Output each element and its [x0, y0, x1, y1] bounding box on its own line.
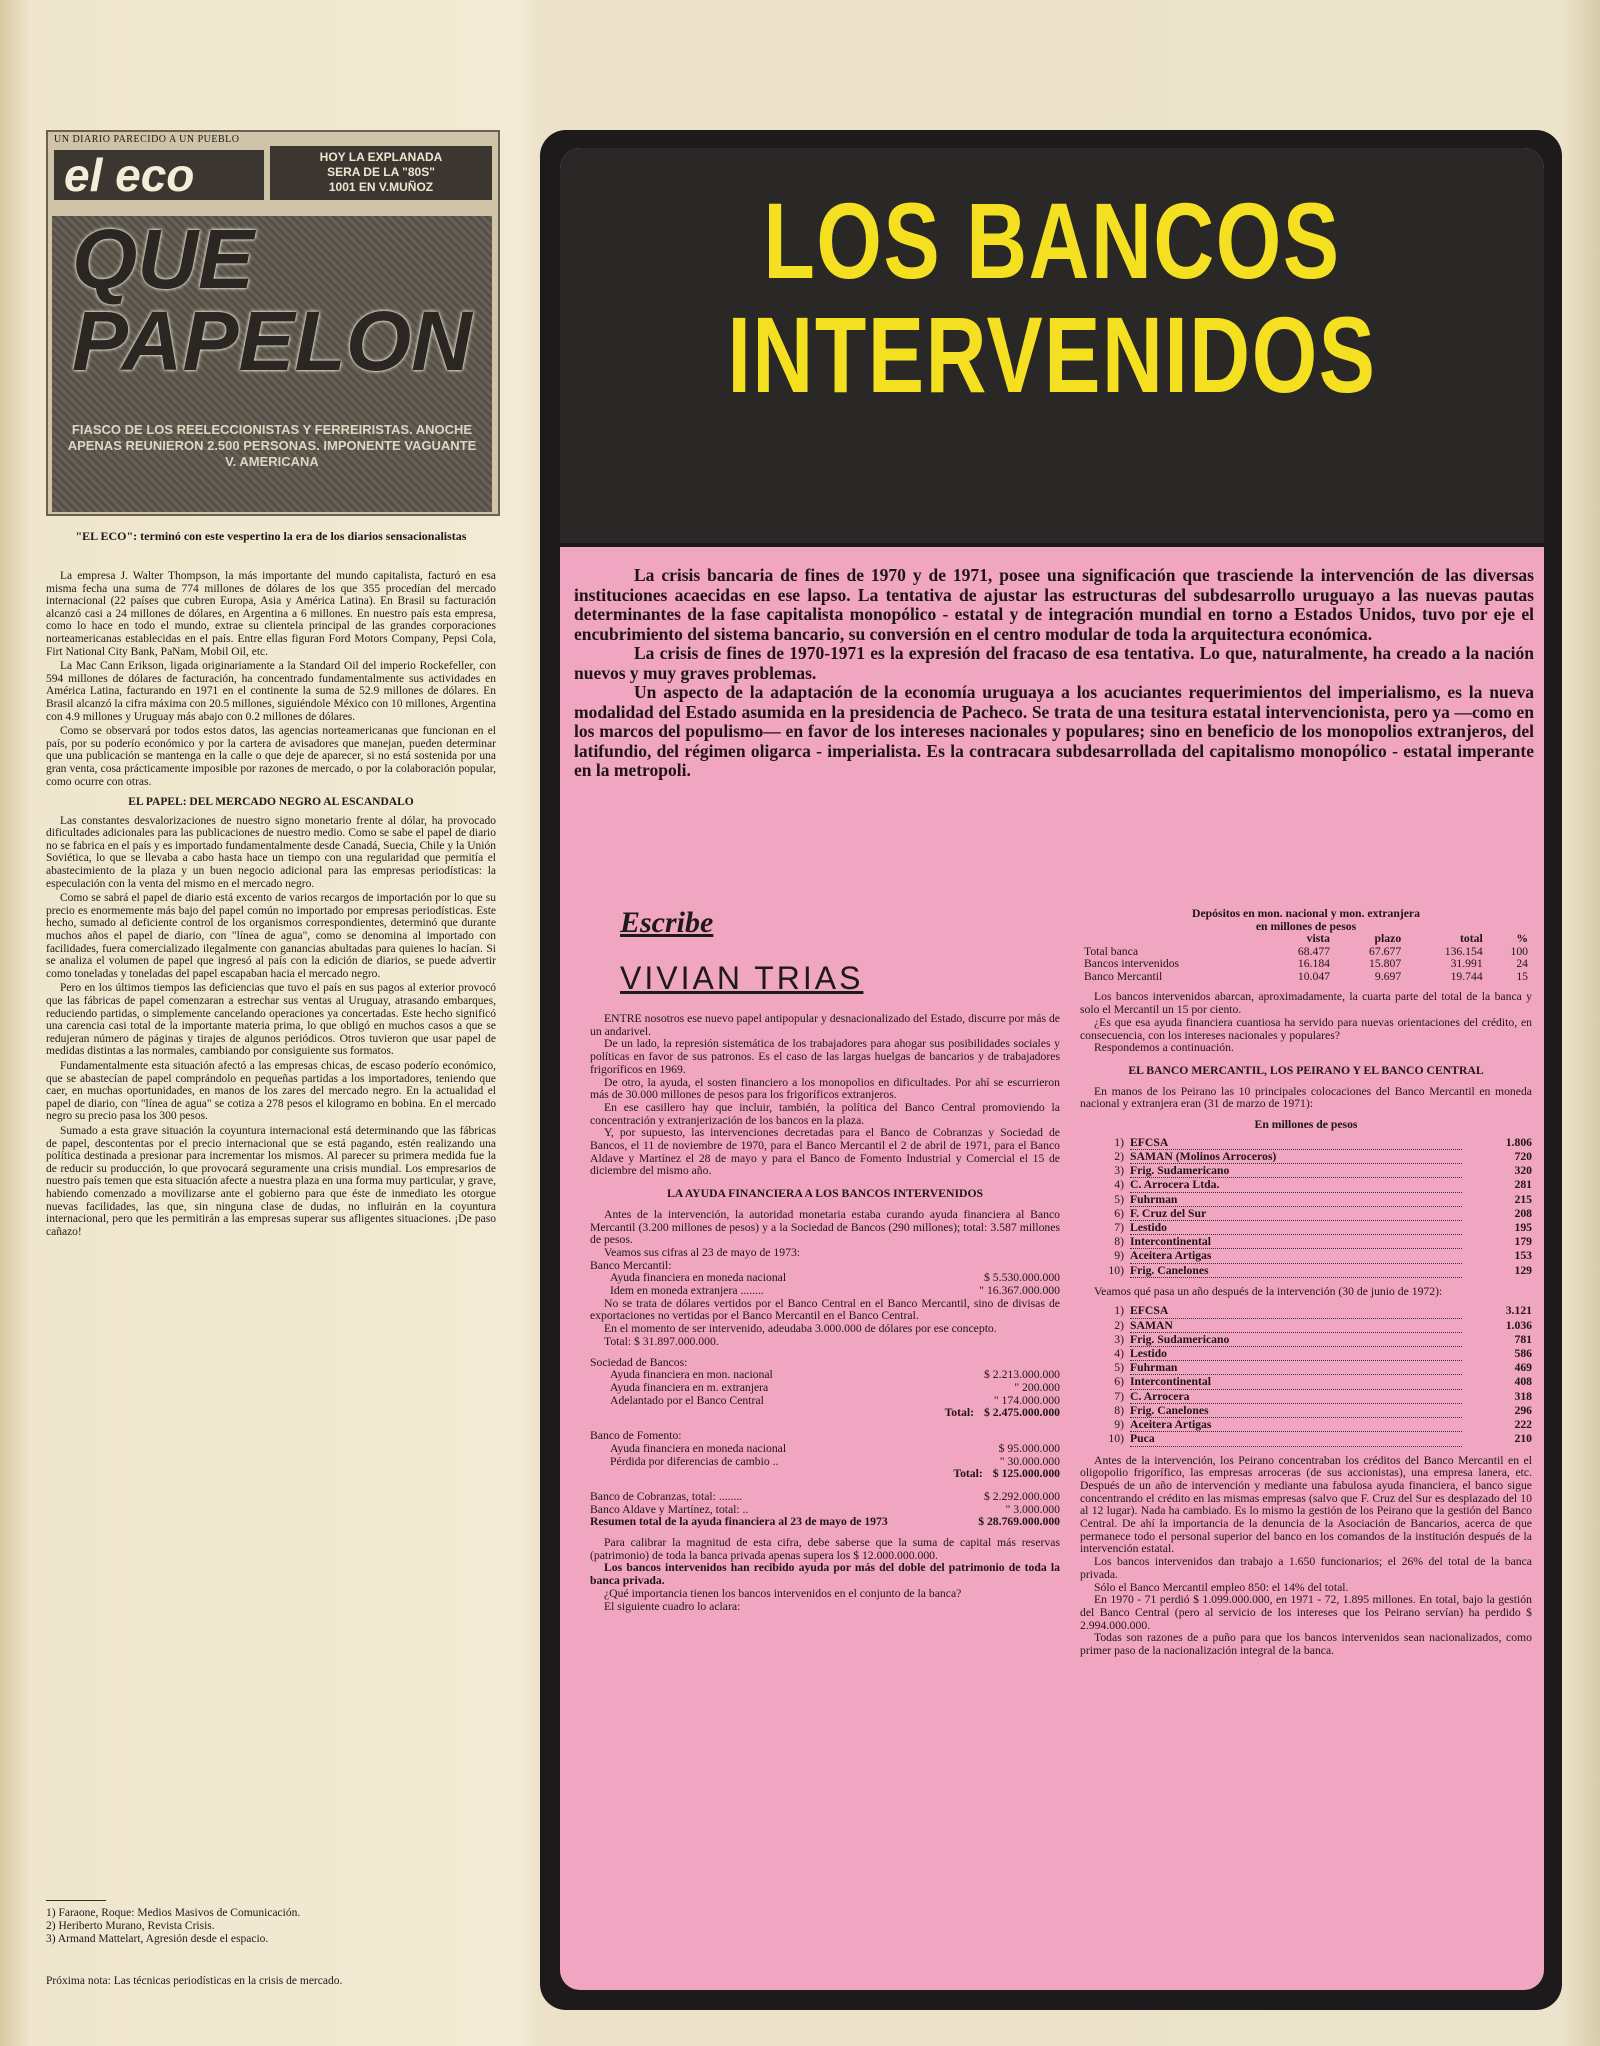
front-page-logo: el eco: [54, 150, 264, 200]
article-column-left: [590, 1013, 1060, 1613]
rank-value: 1.806: [1505, 1135, 1532, 1149]
list-item: [1080, 1193, 1532, 1207]
rank-value: 281: [1514, 1178, 1532, 1192]
total-value: $ 125.000.000: [992, 1467, 1060, 1481]
mercantil-total: Total: $ 31.897.000.000.: [604, 1334, 719, 1348]
paragraph: En ese casillero hay que incluir, también, la política del Banco Central promoviendo la concentración y extranjerización de los bancos en la plaza.: [590, 1100, 1060, 1127]
footnotes: [46, 1900, 496, 1946]
figure-label: Ayuda financiera en mon. nacional: [610, 1368, 773, 1382]
paragraph: La empresa J. Walter Thompson, la más importante del mundo capitalista, facturó en esa misma fecha una suma de 774 millones de dólares de los que 355 procedían del mercado internacional (22 países que cubren Europa, Asia y América Latina). En Brasil su facturación alcanzó casi a 24 millones de dólares, en Argentina a 6 millones. En nuestro país esta empresa, como lo hace en todo el mundo, extrae su clientela principal de las grandes corporaciones norteamericanas establecidas en el país. Entre ellas figuran Ford Motors Company, Pepsi Cola, Firt National City Bank, PaNam, Mobil Oil, etc.: [46, 570, 496, 658]
deposits-table: [1080, 933, 1532, 983]
list-item: [1080, 1404, 1532, 1418]
figure-value: " 200.000: [1014, 1380, 1060, 1394]
list-item: [1080, 1390, 1532, 1404]
figure-label: Adelantado por el Banco Central: [610, 1393, 764, 1407]
table-cell: 24: [1516, 957, 1528, 971]
list-item: [1080, 1432, 1532, 1446]
article-frame: [540, 130, 1562, 2010]
figure-label: Banco de Cobranzas, total: ........: [590, 1489, 743, 1503]
sociedad-label: Sociedad de Bancos:: [590, 1355, 688, 1369]
rank-value: 153: [1514, 1249, 1532, 1263]
table-header: plazo: [1374, 932, 1402, 946]
rank-value: 720: [1514, 1149, 1532, 1163]
section-subhead: EL BANCO MERCANTIL, LOS PEIRANO Y EL BANCO CENTRAL: [1128, 1063, 1484, 1077]
front-page-headline-line: PAPELON: [72, 294, 472, 388]
left-article-body: [46, 570, 496, 1240]
table-header: total: [1459, 932, 1483, 946]
table-cell: 68.477: [1297, 944, 1330, 958]
figure-label: Banco Aldave y Martínez, total: ..: [590, 1502, 749, 1516]
rank-value: 179: [1514, 1235, 1532, 1249]
rank-number: 4): [1114, 1178, 1124, 1192]
rank-number: 5): [1114, 1192, 1124, 1206]
rank-number: 2): [1114, 1149, 1124, 1163]
list-item: [1080, 1207, 1532, 1221]
paragraph: No se trata de dólares vertidos por el Banco Central en el Banco Mercantil, sino de divisas de exportaciones no vertidas por el Banco Mercantil en el Banco Central.: [590, 1296, 1060, 1323]
list-item: [1080, 1221, 1532, 1235]
figure-value: $ 95.000.000: [998, 1441, 1060, 1455]
byline-author: VIVIAN TRIAS: [620, 960, 864, 996]
paragraph: Veamos sus cifras al 23 de mayo de 1973:: [604, 1245, 801, 1259]
front-page-box-line: SERA DE LA "80S": [327, 165, 435, 179]
lead-paragraph: La crisis bancaria de fines de 1970 y de 1971, posee una significación que trasciende la intervención de las diversas instituciones acaecidas en ese lapso. La tentativa de ajustar las estructuras del subdesarrollo uruguayo a las nuevas pautas determinantes de la fase capitalista monopólico - estatal y de integración mundial en torno a Estados Unidos, tuvo por eje el encubrimiento del sistema bancario, su conversión en el centro modular de toda la arquitectura económica.: [574, 565, 1534, 644]
table-cell: 15: [1516, 969, 1528, 983]
front-page-reproduction: [46, 130, 500, 516]
list-item: [1080, 1347, 1532, 1361]
rank-name: Frig. Sudamericano: [1130, 1164, 1462, 1178]
paragraph: Todas son razones de a puño para que los bancos intervenidos sean nacionalizados, como primer paso de la nacionalización integral de la banca.: [1080, 1631, 1532, 1658]
rank-number: 6): [1114, 1206, 1124, 1220]
list-item: [1080, 1150, 1532, 1164]
paragraph: Sumado a esta grave situación la coyuntura internacional está determinando que las fábricas de papel, descontentas por el precio internacional que se está pagando, estén realizando una política destinada a presionar para incrementar los mismos. Al parecer su primera medida fue la de reducir su producción, lo que provocará seguramente una crisis mundial. Los empresarios de nuestro país temen que esta situación afecte a nuestra plaza en una forma muy particular, y grave, habiendo comenzado a movilizarse ante el gobierno para que éste de inmediato les otorgue nuevas facilidades, las que, sin ninguna clase de dudas, no influirán en la coyuntura internacional, pero que les permitirán a las empresas superar sus afligentes situaciones. ¡De paso cañazo!: [46, 1124, 496, 1238]
rank-name: C. Arrocera Ltda.: [1130, 1178, 1462, 1192]
article-column-right: [1080, 908, 1532, 1658]
figure-label: Ayuda financiera en moneda nacional: [610, 1271, 787, 1285]
list-item: [1080, 1249, 1532, 1263]
rank-number: 3): [1114, 1164, 1124, 1178]
article-panel: [560, 148, 1544, 1990]
table-cell: 100: [1510, 944, 1528, 958]
footnote-divider: [46, 1900, 106, 1901]
footnote: 2) Heriberto Murano, Revista Crisis.: [46, 1920, 215, 1932]
rank-name: EFCSA: [1130, 1304, 1462, 1318]
figure-row: [590, 1491, 1060, 1504]
figure-row: [590, 1285, 1060, 1298]
rank-number: 9): [1114, 1418, 1124, 1432]
list-item: [1080, 1361, 1532, 1375]
rank-name: Aceitera Artigas: [1130, 1249, 1462, 1263]
list-item: [1080, 1164, 1532, 1178]
paragraph: ¿Qué importancia tienen los bancos intervenidos en el conjunto de la banca?: [604, 1586, 962, 1600]
rank-number: 5): [1114, 1361, 1124, 1375]
table-row: [1080, 971, 1532, 984]
table-cell: 9.697: [1374, 969, 1402, 983]
figure-value: $ 2.292.000.000: [984, 1489, 1060, 1503]
paragraph: Y, por supuesto, las intervenciones decretadas para el Banco de Cobranzas y Sociedad de Bancos, el 11 de noviembre de 1970, para el Banco Mercantil el 2 de abril de 1971, para el Banco Aldave y Martínez el 28 de mayo y para el Banco de Fomento Industrial y Comercial el 15 de diciembre del mismo año.: [590, 1126, 1060, 1178]
paragraph: Los bancos intervenidos han recibido ayuda por más del doble del patrimonio de toda la banca privada.: [590, 1561, 1060, 1588]
front-page-headline: [72, 212, 472, 388]
rank-name: Intercontinental: [1130, 1375, 1462, 1389]
rank-name: Frig. Canelones: [1130, 1264, 1462, 1278]
byline-label: Escribe: [620, 906, 714, 939]
total-value: $ 2.475.000.000: [984, 1406, 1060, 1420]
paragraph: ¿Es que esa ayuda financiera cuantiosa ha servido para nuevas orientaciones del crédito, en consecuencia, con los intereses nacionales y populares?: [1080, 1015, 1532, 1042]
list-item: [1080, 1319, 1532, 1333]
rank-number: 4): [1114, 1347, 1124, 1361]
ranking-1972: [1080, 1304, 1532, 1446]
list-item: [1080, 1264, 1532, 1278]
rank-name: Aceitera Artigas: [1130, 1418, 1462, 1432]
figure-label: Resumen total de la ayuda financiera al 23 de mayo de 1973: [590, 1515, 888, 1529]
list-item: [1080, 1235, 1532, 1249]
rank-name: Puca: [1130, 1432, 1462, 1446]
left-column: [34, 130, 504, 2030]
list-item: [1080, 1178, 1532, 1192]
total-row: [590, 1407, 1060, 1420]
rank-value: 320: [1514, 1164, 1532, 1178]
rank-value: 3.121: [1505, 1304, 1532, 1318]
rank-number: 7): [1114, 1389, 1124, 1403]
rank-name: C. Arrocera: [1130, 1390, 1462, 1404]
rank-name: Fuhrman: [1130, 1361, 1462, 1375]
figure-row: [590, 1456, 1060, 1469]
rank-name: SAMAN (Molinos Arroceros): [1130, 1150, 1462, 1164]
total-row: [590, 1468, 1060, 1481]
ranking-1971: [1080, 1136, 1532, 1278]
figure-value: " 16.367.000.000: [979, 1284, 1060, 1298]
rank-value: 222: [1514, 1418, 1532, 1432]
ranking-title: En millones de pesos: [1254, 1118, 1358, 1132]
rank-name: Intercontinental: [1130, 1235, 1462, 1249]
front-page-tagline: UN DIARIO PARECIDO A UN PUEBLO: [54, 134, 240, 145]
front-page-headline-line: QUE: [72, 212, 255, 306]
list-item: [1080, 1333, 1532, 1347]
list-item: [1080, 1304, 1532, 1318]
figure-label: Ayuda financiera en moneda nacional: [610, 1441, 787, 1455]
article-title: [668, 180, 1436, 415]
table-cell: 67.677: [1369, 944, 1402, 958]
table-header: vista: [1306, 932, 1330, 946]
paragraph: Respondemos a continuación.: [1094, 1041, 1234, 1055]
article-lead: [574, 566, 1534, 781]
front-page-box: [270, 146, 492, 200]
table-cell: Banco Mercantil: [1084, 969, 1163, 983]
front-page-box-line: 1001 EN V.MUÑOZ: [328, 180, 434, 194]
figure-label: Idem en moneda extranjera ........: [610, 1284, 764, 1298]
rank-name: Lestido: [1130, 1221, 1462, 1235]
fomento-label: Banco de Fomento:: [590, 1429, 682, 1443]
list-item: [1080, 1375, 1532, 1389]
paragraph: En manos de los Peirano las 10 principales colocaciones del Banco Mercantil en moneda nacional y extranjera eran (31 de marzo de 1971):: [1080, 1084, 1532, 1111]
rank-value: 215: [1514, 1192, 1532, 1206]
figure-value: " 174.000.000: [993, 1393, 1060, 1407]
rank-name: SAMAN: [1130, 1319, 1462, 1333]
rank-value: 296: [1514, 1403, 1532, 1417]
table-cell: 15.807: [1369, 957, 1402, 971]
rank-name: EFCSA: [1130, 1136, 1462, 1150]
table-header: %: [1516, 932, 1528, 946]
paragraph: ENTRE nosotros ese nuevo papel antipopular y desnacionalizado del Estado, discurre por más de un andarivel.: [590, 1012, 1060, 1038]
mercantil-label: Banco Mercantil:: [590, 1258, 672, 1272]
rank-value: 318: [1514, 1389, 1532, 1403]
paragraph: La Mac Cann Erikson, ligada originariamente a la Standard Oil del imperio Rockefeller, con 594 millones de dólares de facturación, ha concentrado fundamentalmente sus actividades en América Latina, facturando en 1971 en el continente la suma de 52.9 millones de dólares. En Brasil alcanzó la cifra máxima con 20.5 millones, siguiéndole México con 10 millones, Argentina con 4.9 millones y Uruguay más abajo con 0.2 millones de dólares.: [46, 660, 496, 723]
figure-row: [590, 1443, 1060, 1456]
table-cell: Total banca: [1084, 944, 1139, 958]
rank-name: Frig. Canelones: [1130, 1404, 1462, 1418]
lead-paragraph: Un aspecto de la adaptación de la economía uruguaya a los acuciantes requerimientos del imperialismo, es la nueva modalidad del Estado asumida en la presidencia de Pacheco. Se trata de una tesitura estatal intervencionista, pero ya —como en los marcos del populismo— en favor de los intereses nacionales y populares; sino en beneficio de los monopolios extranjeros, del latifundio, del régimen oligarca - imperialista. Es la contracara subdesarrollada del capitalismo monopólico - estatal imperante en la metropoli.: [574, 682, 1534, 780]
title-banner: [560, 148, 1544, 547]
rank-number: 3): [1114, 1332, 1124, 1346]
section-subhead: LA AYUDA FINANCIERA A LOS BANCOS INTERVENIDOS: [666, 1187, 984, 1201]
title-line: INTERVENIDOS: [727, 294, 1377, 415]
rank-value: 129: [1514, 1263, 1532, 1277]
front-page-box-line: HOY LA EXPLANADA: [319, 150, 443, 164]
paragraph: Veamos qué pasa un año después de la intervención (30 de junio de 1972):: [1094, 1284, 1443, 1298]
paragraph: Fundamentalmente esta situación afectó a las empresas chicas, de escaso poderío económico, que se abastecían de papel comprándolo en pequeñas partidas a los importadores, teniendo que caer, en muchas oportunidades, en manos de los zares del mercado negro. En la actualidad el papel de diario, con "línea de agua" se cotiza a 278 pesos el kilogramo en bobina. En el mercado negro su precio pasa los 300 pesos.: [46, 1059, 496, 1123]
rank-number: 2): [1114, 1318, 1124, 1332]
paragraph: Antes de la intervención, la autoridad monetaria estaba curando ayuda financiera al Banco Mercantil (3.200 millones de pesos) y a la Sociedad de Bancos (290 millones); total: 3.587 millones de pesos.: [590, 1207, 1060, 1247]
paragraph: Como se observará por todos estos datos, las agencias norteamericanas que funcionan en el país, por su poderío económico y por la cartera de avisadores que manejan, pueden determinar que una publicación se mantenga en la calle o que deje de aparecer, si no está sostenida por una gran venta, cosa prácticamente imposible por razones de mercado, o por la colaboración popular, como ocurre con otras.: [46, 725, 496, 788]
front-page-caption: "EL ECO": terminó con este vespertino la era de los diarios sensacionalistas: [75, 529, 467, 543]
table-cell: 19.744: [1450, 969, 1483, 983]
rank-value: 195: [1514, 1220, 1532, 1234]
rank-name: Lestido: [1130, 1347, 1462, 1361]
total-label: Total:: [944, 1406, 975, 1420]
rank-value: 586: [1514, 1347, 1532, 1361]
lead-paragraph: La crisis de fines de 1970-1971 es la expresión del fracaso de esa tentativa. Lo que, naturalmente, ha creado a la nación nuevos y muy graves problemas.: [574, 643, 1534, 683]
next-note: Próxima nota: Las técnicas periodísticas en la crisis de mercado.: [46, 1975, 343, 1987]
table-cell: 10.047: [1297, 969, 1330, 983]
figure-row: [590, 1516, 1060, 1529]
paragraph: Sólo el Banco Mercantil empleo 850: el 14% del total.: [1094, 1580, 1349, 1594]
rank-number: 8): [1114, 1235, 1124, 1249]
front-page-subhead: FIASCO DE LOS REELECCIONISTAS Y FERREIRISTAS. ANOCHE APENAS REUNIERON 2.500 PERSONAS. IMPONENTE VAGUANTE V. AMERICANA: [67, 422, 477, 469]
figure-value: $ 5.530.000.000: [984, 1271, 1060, 1285]
rank-value: 469: [1514, 1361, 1532, 1375]
rank-number: 10): [1108, 1432, 1124, 1446]
paragraph: Los bancos intervenidos dan trabajo a 1.650 funcionarios; el 26% del total de la banca privada.: [1080, 1555, 1532, 1581]
paragraph: De otro, la ayuda, el sosten financiero a los monopolios en dificultades. Por ahí se escurrieron más de 30.000 millones de pesos para los frigoríficos extranjeros.: [590, 1075, 1060, 1102]
footnote: 1) Faraone, Roque: Medios Masivos de Comunicación.: [46, 1907, 301, 1919]
paragraph: Para calibrar la magnitud de esta cifra, debe saberse que la suma de capital más reservas (patrimonio) de toda la banca privada apenas supera los $ 12.000.000.000.: [590, 1536, 1060, 1562]
figure-value: $ 2.213.000.000: [984, 1368, 1060, 1382]
rank-value: 208: [1514, 1206, 1532, 1220]
paragraph: En 1970 - 71 perdió $ 1.099.000.000, en 1971 - 72, 1.895 millones. En total, bajo la gestión del Banco Central (pero al servicio de los intereses que los Peirano servían) ha perdido $ 2.994.000.000.: [1080, 1593, 1532, 1632]
rank-value: 781: [1514, 1332, 1532, 1346]
rank-number: 9): [1114, 1249, 1124, 1263]
rank-number: 6): [1114, 1375, 1124, 1389]
paragraph: De un lado, la represión sistemática de los trabajadores para ahogar sus posibilidades sociales y políticas en favor de sus patronos. Es el caso de las largas huelgas de bancarios y de trabajadores frigoríficos en 1969.: [590, 1037, 1060, 1076]
rank-value: 408: [1514, 1375, 1532, 1389]
figure-value: " 3.000.000: [1005, 1502, 1060, 1516]
rank-number: 1): [1114, 1135, 1124, 1149]
rank-number: 1): [1114, 1304, 1124, 1318]
paragraph: En el momento de ser intervenido, adeudaba 3.000.000 de dólares por ese concepto.: [604, 1322, 997, 1336]
rank-name: Fuhrman: [1130, 1193, 1462, 1207]
paragraph: Los bancos intervenidos abarcan, aproximadamente, la cuarta parte del total de la banca y solo el Mercantil un 15 por ciento.: [1080, 990, 1532, 1017]
table-cell: Bancos intervenidos: [1084, 957, 1180, 971]
figure-value: " 30.000.000: [999, 1454, 1060, 1468]
rank-number: 8): [1114, 1403, 1124, 1417]
total-label: Total:: [953, 1467, 983, 1481]
title-line: LOS BANCOS: [763, 180, 1341, 301]
rank-number: 7): [1114, 1220, 1124, 1234]
list-item: [1080, 1418, 1532, 1432]
section-subhead: EL PAPEL: DEL MERCADO NEGRO AL ESCANDALO: [128, 796, 414, 809]
table-cell: 31.991: [1450, 957, 1483, 971]
figure-label: Ayuda financiera en m. extranjera: [610, 1380, 769, 1394]
deposits-title: Depósitos en mon. nacional y mon. extranjera: [1192, 907, 1420, 920]
rank-value: 210: [1514, 1432, 1532, 1446]
paragraph: Antes de la intervención, los Peirano concentraban los créditos del Banco Mercantil en el oligopolio frigorífico, las empresas arroceras (de sus accionistas), una empresa lanera, etc. Después de un año de intervención y mediante una fabulosa ayuda financiera, el banco sigue concentrando el crédito en las mismas empresas (salvo que F. Cruz del Sur es desplazado del 10 al 12 lugar). Nada ha cambiado. Es lo mismo la gestión de los Peirano que la gestión del Banco Central. De ahí la importancia de la denuncia de la Asociación de Bancarios, acerca de que permanece todo el personal superior del banco en los comandos de la institución después de la intervención estatal.: [1080, 1453, 1532, 1556]
rank-name: Frig. Sudamericano: [1130, 1333, 1462, 1347]
figure-row: [590, 1382, 1060, 1395]
paragraph: Las constantes desvalorizaciones de nuestro signo monetario frente al dólar, ha provocado dificultades adicionales para las publicaciones de nuestro medio. Como se sabe el papel de diario no se fabrica en el país y es importado fundamentalmente desde Canadá, Suecia, Chile y la Unión Soviética, lo que se llevaba a cabo hasta hace un tiempo con una regularidad que permitía el abastecimiento de la plaza y un buen negocio adicional para las empresas periodísticas: la especulación con la venta del mismo en el mercado negro.: [46, 814, 496, 890]
paragraph: El siguiente cuadro lo aclara:: [604, 1599, 741, 1613]
paragraph: Pero en los últimos tiempos las deficiencias que tuvo el país en sus pagos al exterior provocó que las fábricas de papel comenzaran a estrechar sus ventas al Uruguay, atrasando embarques, reduciendo partidas, o simplemente cancelando operaciones ya concertadas. Este hecho significó una carencia casi total de la importante materia prima, lo que obligó en muchos casos a que se redujeran número de páginas y tirajes de algunos periódicos. Otros tuvieron que usar papel de medidas distintas a las normales, cambiando por consiguiente sus formatos.: [46, 982, 496, 1058]
deposits-subtitle: en millones de pesos: [1255, 919, 1357, 933]
figure-label: Pérdida por diferencias de cambio ..: [610, 1454, 779, 1468]
list-item: [1080, 1136, 1532, 1150]
footnote: 3) Armand Mattelart, Agresión desde el espacio.: [46, 1933, 269, 1945]
rank-value: 1.036: [1505, 1318, 1532, 1332]
rank-name: F. Cruz del Sur: [1130, 1207, 1462, 1221]
paragraph: Como se sabrá el papel de diario está excento de varios recargos de importación por lo que su precio es enormemente más bajo del papel común no importado por empresas periodísticas. Este hecho, sumado al deficiente control de los organismos correspondientes, determinó que durante muchos años el papel de diario, con "línea de agua", como se denomina al importado con facilidades, fuera comercializado ilegalmente con ganancias abultadas para quienes lo hacían. Si se analiza el volumen de papel que ingresó al país con la edición de diarios, se puede advertir como toneladas y toneladas del papel escapaban hacia el mercado negro.: [46, 892, 496, 980]
figure-value: $ 28.769.000.000: [978, 1515, 1060, 1529]
table-cell: 16.184: [1297, 957, 1330, 971]
rank-number: 10): [1108, 1263, 1124, 1277]
table-cell: 136.154: [1444, 944, 1483, 958]
